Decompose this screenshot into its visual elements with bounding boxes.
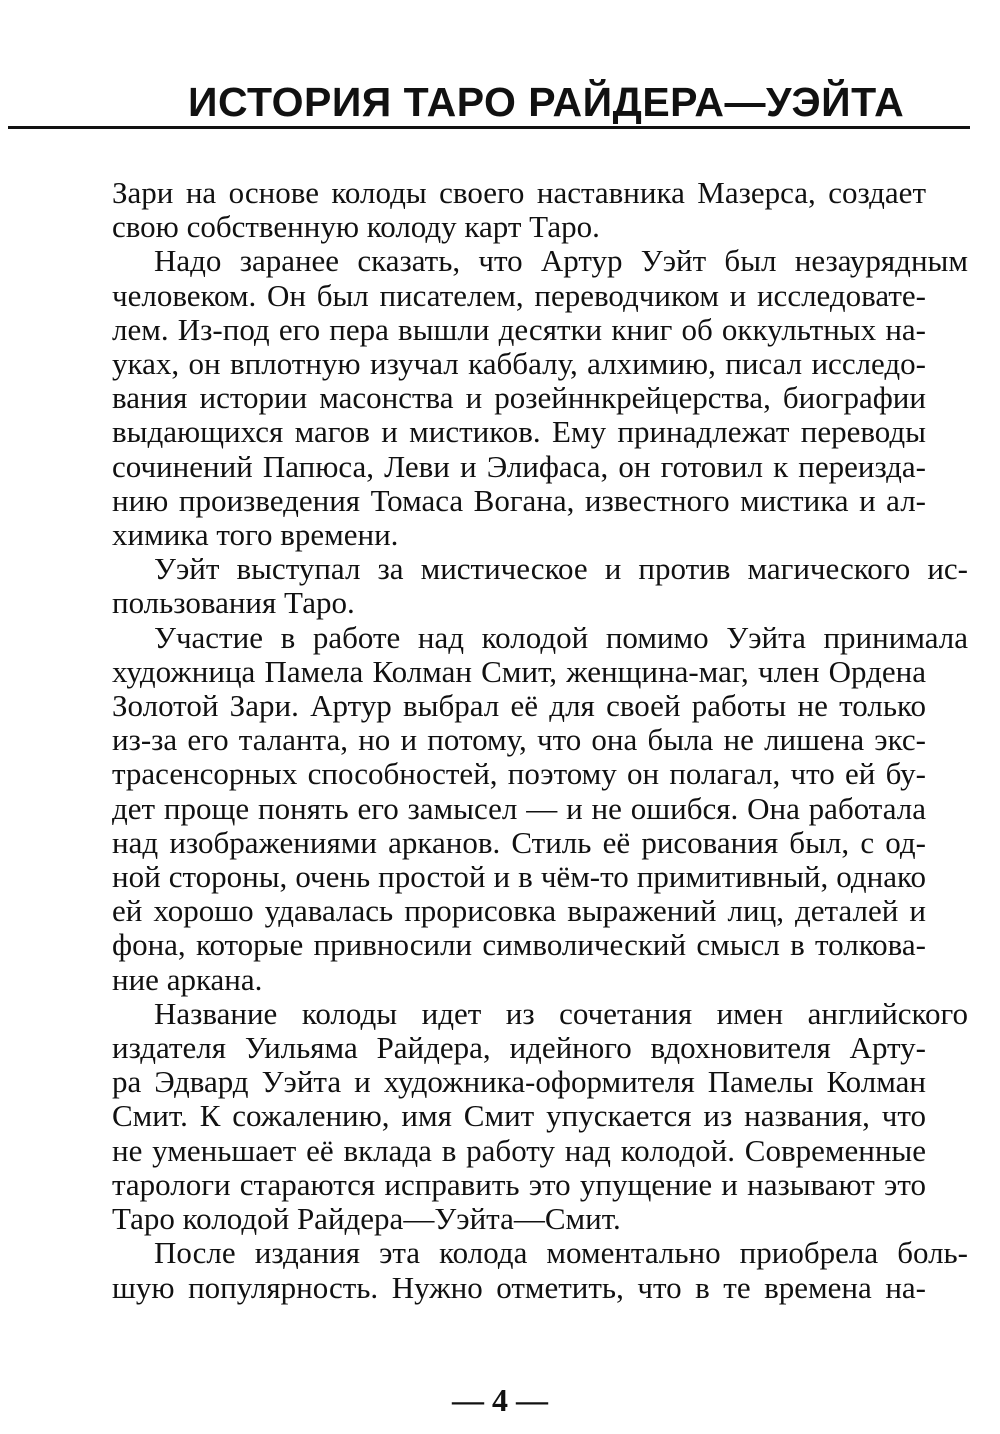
page-number-text: — 4 — — [452, 1382, 548, 1418]
text-line: вания истории масонства и розейннкрейцерства, биографии — [112, 380, 926, 416]
page-title: ИСТОРИЯ ТАРО РАЙДЕРА—УЭЙТА — [188, 79, 905, 125]
text-line: над изображениями арканов. Стиль её рисования был, с од- — [112, 824, 926, 860]
header-rule — [8, 126, 970, 129]
text-line: После издания эта колода моментально приобрела боль- — [154, 1235, 968, 1271]
text-line: фона, которые привносили символический смысл в толкова- — [112, 927, 926, 963]
body-text — [112, 175, 968, 1305]
text-line: свою собственную колоду карт Таро. — [112, 209, 600, 245]
text-line: не уменьшает её вклада в работу над колодой. Современные — [112, 1132, 926, 1168]
text-line: выдающихся магов и мистиков. Ему принадлежат переводы — [112, 414, 926, 450]
running-head — [0, 78, 1000, 128]
text-line: Название колоды идет из сочетания имен английского — [154, 995, 968, 1031]
paragraph-1 — [112, 176, 926, 244]
page-number — [0, 1382, 1000, 1418]
text-line: человеком. Он был писателем, переводчиком и исследовате- — [112, 277, 926, 313]
text-line: из-за его таланта, но и потому, что она была не лишена экс- — [112, 722, 926, 758]
text-line: Таро колодой Райдера—Уэйта—Смит. — [112, 1201, 621, 1237]
paragraph-3 — [112, 551, 968, 621]
text-line: трасенсорных способностей, поэтому он полагал, что ей бу- — [112, 756, 926, 792]
text-line: пользования Таро. — [112, 585, 355, 621]
text-line: Уэйт выступал за мистическое и против магического ис- — [154, 551, 968, 587]
text-line: уках, он вплотную изучал каббалу, алхимию, писал исследо- — [112, 346, 926, 382]
text-line: дет проще понять его замысел — и не ошибся. Она работала — [112, 790, 926, 826]
paragraph-2 — [112, 243, 968, 553]
text-line: Золотой Зари. Артур выбрал её для своей работы не только — [112, 688, 926, 724]
text-line: ра Эдвард Уэйта и художника-оформителя Памелы Колман — [112, 1064, 926, 1100]
text-line: шую популярность. Нужно отметить, что в те времена на- — [112, 1269, 926, 1305]
paragraph-5 — [112, 995, 968, 1237]
text-line: нию произведения Томаса Вогана, известного мистика и ал- — [112, 482, 926, 518]
paragraph-6 — [112, 1235, 968, 1305]
text-line: издателя Уильяма Райдера, идейного вдохновителя Арту- — [112, 1030, 926, 1066]
text-line: Участие в работе над колодой помимо Уэйта принимала — [154, 619, 968, 655]
text-line: ной стороны, очень простой и в чём-то примитивный, однако — [112, 859, 926, 895]
text-line: ние аркана. — [112, 961, 263, 997]
text-line: лем. Из-под его пера вышли десятки книг об оккультных на- — [112, 311, 926, 347]
paragraph-4 — [112, 619, 968, 997]
text-line: Надо заранее сказать, что Артур Уэйт был незаурядным — [154, 243, 968, 279]
text-line: ей хорошо удавалась прорисовка выражений лиц, деталей и — [112, 893, 926, 929]
text-line: сочинений Папюса, Леви и Элифаса, он готовил к переизда- — [112, 448, 926, 484]
text-line: химика того времени. — [112, 517, 399, 553]
text-line: Зари на основе колоды своего наставника Мазерса, создает — [112, 175, 926, 210]
text-line: Смит. К сожалению, имя Смит упускается из названия, что — [112, 1098, 926, 1134]
text-line: художница Памела Колман Смит, женщина-маг, член Ордена — [112, 653, 926, 689]
text-line: тарологи стараются исправить это упущение и называют это — [112, 1166, 926, 1202]
